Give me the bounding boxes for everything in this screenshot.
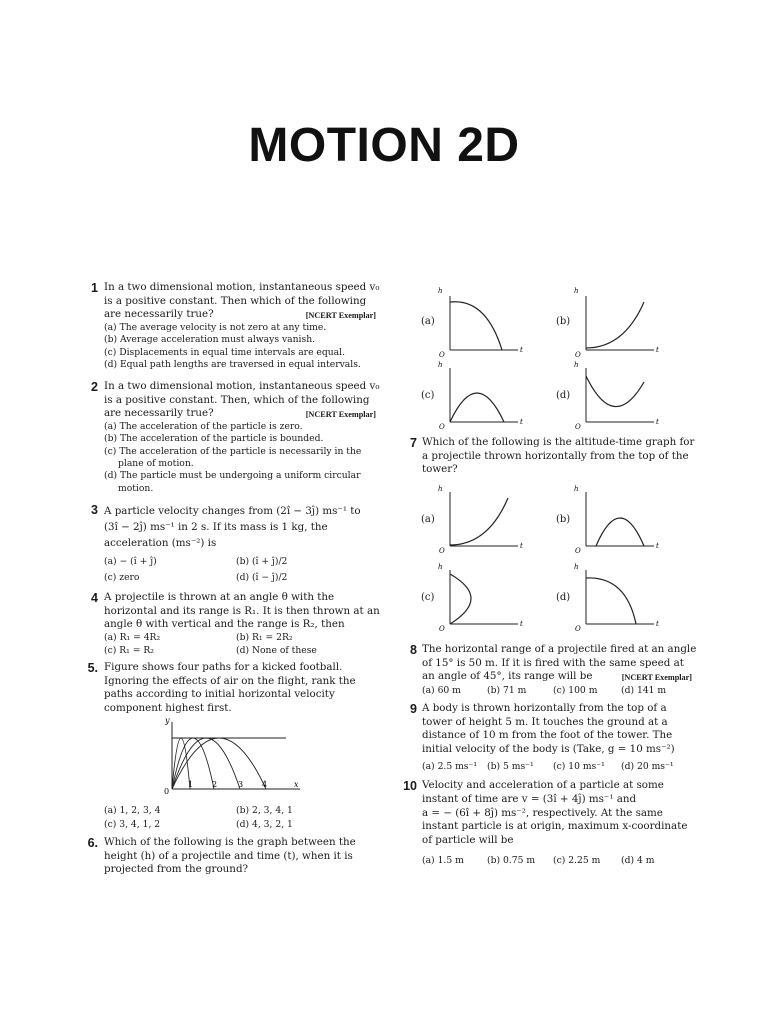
- q4-option-b: (b) R₁ = 2R₂: [236, 632, 293, 643]
- h-label: h: [438, 287, 443, 295]
- origin-label: O: [439, 625, 445, 633]
- q1-option-b: (b) Average acceleration must always vanish.: [104, 334, 316, 346]
- q8-line: an angle of 45°, its range will be: [422, 670, 593, 683]
- q6-graph-label-c: (c): [421, 390, 435, 401]
- curve: [450, 393, 504, 422]
- q6-graph-label-a: (a): [421, 316, 435, 327]
- q8-line: of 15° is 50 m. If it is fired with the same speed at: [422, 656, 684, 669]
- curve: [586, 302, 644, 348]
- q10-line: instant particle is at origin, maximum x-coordinate: [422, 820, 688, 833]
- q5-option-b: (b) 2, 3, 4, 1: [236, 805, 293, 816]
- q1: [104, 281, 384, 371]
- q10: [422, 779, 712, 848]
- q5: [104, 661, 384, 715]
- q3-line: (3î − 2ĵ) ms⁻¹ in 2 s. If its mass is 1 kg, the: [104, 521, 328, 533]
- q7-line: Which of the following is the altitude-time graph for: [422, 436, 695, 448]
- t-label: t: [656, 542, 659, 550]
- q10-number: 10: [403, 779, 417, 793]
- h-label: h: [438, 361, 443, 369]
- q3-line: acceleration (ms⁻²) is: [104, 537, 217, 549]
- q6-line: projected from the ground?: [104, 863, 249, 876]
- q9-line: tower of height 5 m. It touches the ground at a: [422, 715, 668, 728]
- curve: [450, 498, 508, 545]
- q6-graph-d: [572, 358, 662, 432]
- q2-option-a: (a) The acceleration of the particle is zero.: [104, 420, 303, 432]
- q5-option-a: (a) 1, 2, 3, 4: [104, 805, 161, 816]
- y-label: y: [165, 716, 170, 725]
- h-label: h: [574, 287, 579, 295]
- q3-line: A particle velocity changes from (2î − 3ĵ) ms⁻¹ to: [104, 505, 361, 517]
- q3-number: 3: [91, 503, 98, 517]
- q2-line: In a two dimensional motion, instantaneous speed v₀: [104, 380, 380, 392]
- q10-option-b: (b) 0.75 m: [487, 855, 536, 866]
- origin-label: O: [575, 351, 581, 358]
- curve: [450, 302, 502, 350]
- q3: [104, 503, 384, 551]
- q6-number: 6.: [87, 836, 98, 850]
- q10-line: instant of time are v = (3î + 4ĵ) ms⁻¹ and: [422, 792, 637, 805]
- q4-line: angle θ with vertical and the range is R₂, then: [104, 618, 345, 631]
- h-label: h: [574, 485, 579, 493]
- q2-number: 2: [91, 380, 98, 394]
- q4-line: A projectile is thrown at an angle θ with the: [104, 591, 335, 603]
- page-title: MOTION 2D: [248, 119, 520, 172]
- ncert-tag: [NCERT Exemplar]: [621, 673, 692, 683]
- q3-option-b: (b) (î + ĵ)/2: [236, 556, 288, 567]
- q5-line: component highest first.: [104, 701, 232, 714]
- q7-graph-label-d: (d): [556, 592, 571, 603]
- q8-line: The horizontal range of a projectile fired at an angle: [422, 643, 697, 655]
- q1-option-a: (a) The average velocity is not zero at any time.: [104, 321, 327, 333]
- q8-option-d: (d) 141 m: [621, 685, 667, 696]
- q8-option-b: (b) 71 m: [487, 685, 527, 696]
- q2-option-c-cont: plane of motion.: [118, 458, 194, 469]
- q4-option-c: (c) R₁ = R₂: [104, 645, 154, 656]
- curve: [596, 518, 644, 546]
- q7-graph-a: [436, 482, 526, 556]
- q10-line: Velocity and acceleration of a particle at some: [422, 779, 664, 791]
- curve: [450, 574, 471, 624]
- q7-graph-label-b: (b): [556, 514, 571, 525]
- q7-graph-label-c: (c): [421, 592, 435, 603]
- q6-graph-a: [436, 284, 526, 358]
- q1-line: is a positive constant. Then which of the following: [104, 294, 367, 307]
- q4-line: horizontal and its range is R₁. It is then thrown at an: [104, 604, 380, 617]
- origin-label: 0: [164, 787, 170, 796]
- q9-line: A body is thrown horizontally from the top of a: [422, 702, 667, 714]
- q8: [422, 643, 702, 684]
- q2-line: are necessarily true?: [104, 407, 214, 420]
- q2-line: is a positive constant. Then, which of the following: [104, 393, 370, 406]
- q3-option-c: (c) zero: [104, 572, 140, 583]
- q8-option-a: (a) 60 m: [422, 685, 461, 696]
- q2: [104, 380, 384, 495]
- ncert-tag: [NCERT Exemplar]: [305, 410, 376, 420]
- q7-graph-d: [572, 560, 662, 634]
- q6-graph-b: [572, 284, 662, 358]
- h-label: h: [438, 485, 443, 493]
- origin-label: O: [575, 423, 581, 431]
- origin-label: O: [439, 423, 445, 431]
- q5-line: Figure shows four paths for a kicked football.: [104, 661, 343, 673]
- q5-option-c: (c) 3, 4, 1, 2: [104, 819, 161, 830]
- q7-line: tower?: [422, 463, 458, 476]
- path-label-2: 2: [212, 780, 218, 789]
- football-paths-figure: [160, 714, 310, 796]
- q4-option-d: (d) None of these: [236, 645, 317, 656]
- q6-graph-c: [436, 358, 526, 432]
- t-label: t: [520, 620, 523, 628]
- q7-graph-c: [436, 560, 526, 634]
- q2-option-d-cont: motion.: [118, 482, 154, 494]
- q1-option-c: (c) Displacements in equal time intervals are equal.: [104, 346, 345, 358]
- q5-line: paths according to initial horizontal velocity: [104, 688, 335, 701]
- q9-number: 9: [410, 702, 417, 716]
- origin-label: O: [439, 351, 445, 358]
- q10-option-d: (d) 4 m: [621, 855, 655, 866]
- h-label: h: [574, 361, 579, 369]
- q6-line: height (h) of a projectile and time (t), when it is: [104, 849, 353, 862]
- curve: [586, 578, 636, 624]
- q7: [422, 436, 702, 477]
- q1-line-wrap: [104, 308, 384, 322]
- q8-option-c: (c) 100 m: [553, 685, 598, 696]
- x-label: x: [294, 780, 299, 789]
- q1-line: are necessarily true?: [104, 308, 214, 321]
- q6-graph-label-b: (b): [556, 316, 571, 327]
- curve: [586, 376, 644, 407]
- q10-option-a: (a) 1.5 m: [422, 855, 464, 866]
- path-label-4: 4: [262, 780, 268, 789]
- ncert-tag: [NCERT Exemplar]: [305, 311, 376, 321]
- q8-line-wrap: [422, 670, 702, 684]
- q10-line: of particle will be: [422, 834, 514, 847]
- q2-option-c: (c) The acceleration of the particle is necessarily in the: [104, 445, 362, 457]
- q7-line: a projectile thrown horizontally from the top of the: [422, 449, 689, 462]
- q9-option-b: (b) 5 ms⁻¹: [487, 761, 534, 772]
- q9-option-c: (c) 10 ms⁻¹: [553, 761, 605, 772]
- q3-option-d: (d) (î − ĵ)/2: [236, 572, 288, 583]
- q1-option-d: (d) Equal path lengths are traversed in equal intervals.: [104, 359, 361, 370]
- t-label: t: [520, 542, 523, 550]
- q7-graph-b: [572, 482, 662, 556]
- t-label: t: [656, 346, 659, 354]
- q1-line: In a two dimensional motion, instantaneous speed v₀: [104, 281, 380, 293]
- q7-number: 7: [410, 436, 417, 450]
- t-label: t: [520, 418, 523, 426]
- t-label: t: [520, 346, 523, 354]
- path-label-1: 1: [188, 780, 194, 789]
- q9-option-d: (d) 20 ms⁻¹: [621, 761, 674, 772]
- q7-graph-label-a: (a): [421, 514, 435, 525]
- origin-label: O: [575, 625, 581, 633]
- q2-option-d: (d) The particle must be undergoing a uniform circular: [104, 470, 361, 482]
- q9: [422, 702, 702, 756]
- path-label-3: 3: [238, 780, 244, 789]
- q9-line: distance of 10 m from the foot of the tower. The: [422, 729, 673, 742]
- q2-option-b: (b) The acceleration of the particle is bounded.: [104, 433, 324, 445]
- h-label: h: [574, 563, 579, 571]
- q2-line-wrap: [104, 407, 384, 421]
- t-label: t: [656, 620, 659, 628]
- q9-line: initial velocity of the body is (Take, g = 10 ms⁻²): [422, 742, 675, 755]
- q8-number: 8: [410, 643, 417, 657]
- q4: [104, 591, 384, 632]
- q10-option-c: (c) 2.25 m: [553, 855, 601, 866]
- origin-label: O: [575, 547, 581, 555]
- q5-line: Ignoring the effects of air on the flight, rank the: [104, 674, 356, 687]
- h-label: h: [438, 563, 443, 571]
- t-label: t: [656, 418, 659, 426]
- origin-label: O: [439, 547, 445, 555]
- q4-number: 4: [91, 591, 98, 605]
- path-3: [172, 738, 240, 789]
- q1-number: 1: [91, 281, 98, 295]
- q5-number: 5.: [87, 661, 98, 675]
- q6: [104, 836, 384, 877]
- q3-option-a: (a) − (î + ĵ): [104, 556, 157, 567]
- q4-option-a: (a) R₁ = 4R₂: [104, 632, 161, 643]
- q6-line: Which of the following is the graph between the: [104, 836, 356, 848]
- q10-line: a = − (6î + 8ĵ) ms⁻², respectively. At the same: [422, 806, 663, 819]
- q9-option-a: (a) 2.5 ms⁻¹: [422, 761, 478, 772]
- q5-option-d: (d) 4, 3, 2, 1: [236, 819, 293, 830]
- q6-graph-label-d: (d): [556, 390, 571, 401]
